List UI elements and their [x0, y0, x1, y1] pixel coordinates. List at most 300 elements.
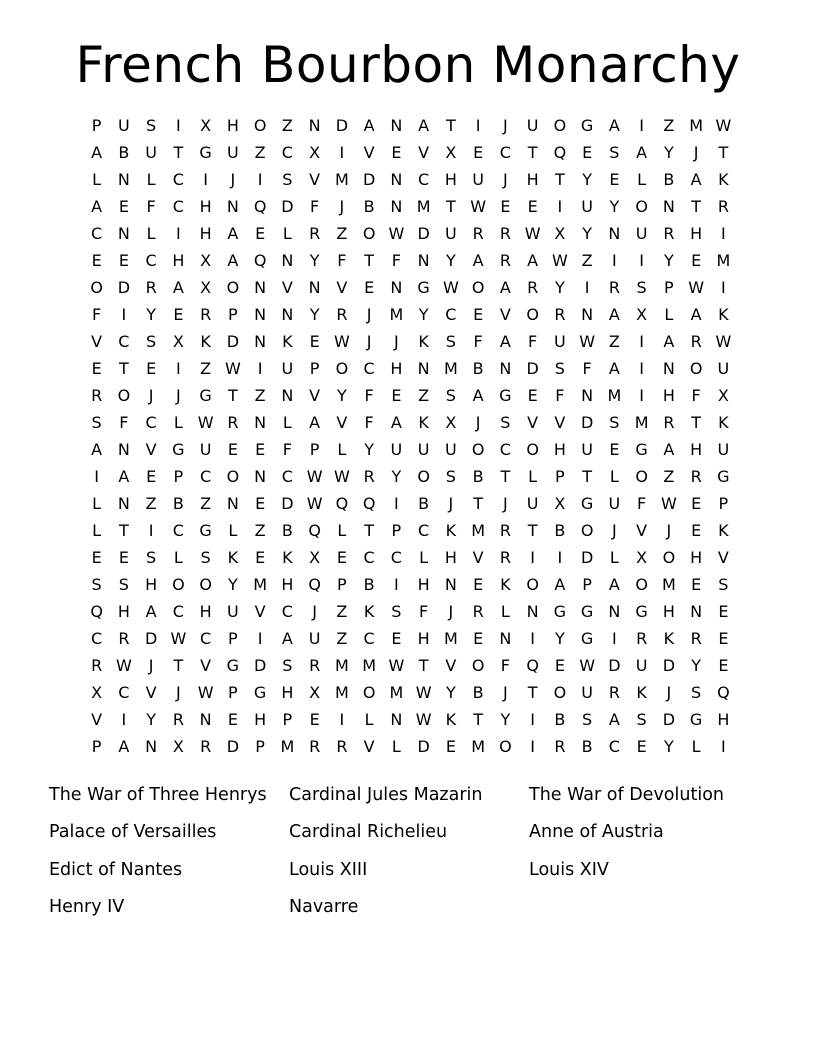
grid-letter: V — [281, 278, 293, 297]
grid-letter: R — [499, 521, 511, 540]
grid-letter: Y — [227, 575, 238, 594]
grid-letter: E — [718, 629, 729, 648]
grid-letter: J — [612, 521, 617, 540]
grid-letter: E — [309, 710, 320, 729]
grid-letter: V — [145, 440, 157, 459]
grid-letter: X — [200, 251, 212, 270]
grid-letter: S — [609, 413, 620, 432]
grid-row — [83, 490, 743, 517]
grid-letter: L — [337, 521, 347, 540]
grid-letter: N — [690, 602, 703, 621]
grid-letter: O — [253, 116, 267, 135]
grid-letter: X — [636, 305, 648, 324]
grid-letter: J — [312, 602, 317, 621]
grid-letter: A — [91, 197, 103, 216]
grid-letter: H — [690, 440, 703, 459]
grid-letter: L — [337, 440, 347, 459]
grid-letter: O — [635, 575, 648, 594]
grid-letter: C — [390, 548, 402, 567]
grid-letter: A — [118, 737, 130, 756]
grid-letter: V — [363, 737, 375, 756]
grid-letter: U — [581, 197, 593, 216]
grid-letter: O — [199, 575, 212, 594]
grid-letter: L — [228, 521, 238, 540]
grid-letter: R — [309, 224, 321, 243]
grid-letter: I — [257, 629, 263, 648]
grid-letter: J — [339, 197, 345, 216]
grid-letter: Z — [418, 386, 430, 405]
grid-letter: A — [608, 710, 620, 729]
word-list-item: The War of Three Henrys — [49, 784, 267, 805]
grid-letter: I — [639, 332, 644, 351]
grid-letter: U — [581, 440, 593, 459]
grid-letter: M — [253, 575, 268, 594]
grid-letter: L — [92, 521, 102, 540]
grid-letter: X — [445, 413, 457, 432]
grid-letter: P — [664, 278, 674, 297]
grid-letter: N — [608, 224, 621, 243]
grid-letter: G — [499, 386, 512, 405]
grid-letter: C — [281, 467, 293, 486]
grid-letter: G — [635, 602, 648, 621]
grid-row — [83, 166, 743, 193]
grid-letter: I — [530, 548, 535, 567]
grid-letter: F — [119, 413, 129, 432]
grid-letter: P — [228, 683, 238, 702]
grid-letter: N — [254, 332, 267, 351]
grid-letter: E — [309, 332, 320, 351]
grid-row — [83, 382, 743, 409]
grid-letter: J — [230, 170, 236, 189]
grid-letter: Q — [253, 197, 267, 216]
grid-letter: I — [176, 116, 181, 135]
grid-letter: A — [690, 305, 702, 324]
grid-letter: J — [666, 683, 672, 702]
grid-letter: Q — [553, 143, 567, 162]
grid-letter: S — [636, 710, 647, 729]
grid-letter: Y — [445, 683, 456, 702]
grid-letter: U — [554, 332, 566, 351]
grid-letter: D — [662, 656, 676, 675]
grid-letter: M — [416, 197, 431, 216]
grid-row — [83, 355, 743, 382]
grid-letter: K — [500, 575, 511, 594]
grid-letter: O — [417, 467, 430, 486]
grid-letter: I — [639, 359, 644, 378]
grid-letter: W — [224, 359, 241, 378]
grid-letter: Q — [362, 494, 376, 513]
grid-letter: V — [717, 548, 729, 567]
grid-letter: P — [91, 737, 102, 756]
grid-letter: N — [281, 305, 294, 324]
grid-letter: X — [554, 494, 566, 513]
grid-letter: Z — [663, 467, 675, 486]
grid-letter: X — [309, 548, 321, 567]
grid-letter: A — [418, 116, 430, 135]
grid-letter: O — [362, 224, 376, 243]
grid-letter: V — [336, 278, 348, 297]
grid-letter: L — [500, 602, 510, 621]
grid-letter: C — [118, 332, 130, 351]
grid-letter: C — [172, 170, 184, 189]
grid-letter: E — [255, 224, 266, 243]
grid-letter: E — [718, 656, 729, 675]
grid-letter: N — [581, 305, 594, 324]
grid-row — [83, 679, 743, 706]
grid-letter: Q — [526, 656, 539, 675]
grid-letter: R — [91, 386, 103, 405]
grid-letter: M — [362, 656, 377, 675]
grid-letter: K — [636, 683, 647, 702]
grid-letter: O — [226, 467, 240, 486]
grid-letter: E — [91, 359, 102, 378]
grid-letter: P — [282, 710, 293, 729]
grid-letter: R — [172, 710, 184, 729]
grid-letter: J — [666, 521, 672, 540]
grid-letter: U — [390, 440, 403, 459]
grid-letter: L — [528, 467, 538, 486]
grid-letter: G — [580, 602, 594, 621]
grid-letter: G — [689, 710, 703, 729]
grid-letter: N — [390, 710, 403, 729]
grid-letter: D — [580, 548, 594, 567]
grid-letter: M — [443, 359, 458, 378]
grid-letter: S — [282, 656, 293, 675]
grid-letter: I — [257, 170, 263, 189]
grid-letter: I — [257, 359, 263, 378]
grid-letter: J — [176, 683, 181, 702]
grid-letter: W — [688, 278, 705, 297]
grid-letter: E — [691, 575, 702, 594]
grid-letter: D — [580, 413, 594, 432]
grid-letter: N — [254, 413, 267, 432]
grid-letter: C — [363, 359, 375, 378]
grid-letter: V — [554, 413, 566, 432]
grid-letter: Z — [254, 143, 266, 162]
grid-letter: M — [334, 656, 349, 675]
grid-letter: X — [172, 332, 184, 351]
grid-letter: L — [92, 170, 102, 189]
letter-grid — [83, 112, 743, 760]
grid-letter: N — [499, 629, 512, 648]
word-list-item: Cardinal Richelieu — [289, 822, 448, 843]
grid-row — [83, 598, 743, 625]
grid-letter: C — [172, 602, 184, 621]
grid-row — [83, 571, 743, 598]
grid-letter: T — [500, 467, 511, 486]
grid-letter: C — [91, 224, 103, 243]
grid-letter: E — [227, 710, 238, 729]
grid-letter: X — [309, 143, 321, 162]
grid-letter: K — [200, 332, 211, 351]
grid-letter: J — [475, 413, 481, 432]
grid-letter: Y — [146, 305, 157, 324]
grid-letter: I — [339, 143, 345, 162]
grid-letter: L — [146, 170, 156, 189]
grid-letter: G — [717, 467, 730, 486]
grid-letter: O — [662, 548, 676, 567]
grid-letter: Y — [445, 251, 456, 270]
grid-letter: R — [527, 278, 539, 297]
word-list-item: Anne of Austria — [529, 822, 664, 843]
grid-letter: T — [227, 386, 238, 405]
grid-letter: R — [717, 197, 729, 216]
grid-letter: H — [281, 575, 294, 594]
grid-letter: S — [718, 575, 729, 594]
grid-letter: L — [609, 467, 619, 486]
grid-letter: I — [612, 251, 617, 270]
grid-letter: U — [145, 143, 157, 162]
grid-letter: L — [282, 413, 292, 432]
grid-letter: I — [530, 737, 535, 756]
grid-letter: N — [145, 737, 158, 756]
grid-letter: R — [309, 656, 321, 675]
grid-letter: B — [172, 494, 184, 513]
grid-letter: J — [448, 602, 454, 621]
grid-letter: N — [417, 359, 430, 378]
grid-letter: Z — [254, 521, 266, 540]
grid-letter: Z — [336, 629, 348, 648]
grid-letter: U — [199, 440, 212, 459]
grid-letter: A — [690, 170, 702, 189]
grid-letter: O — [499, 737, 512, 756]
word-list-item: Cardinal Jules Mazarin — [289, 784, 483, 805]
grid-letter: M — [389, 683, 404, 702]
grid-letter: U — [472, 170, 484, 189]
grid-letter: U — [526, 116, 539, 135]
grid-letter: S — [445, 386, 456, 405]
grid-letter: K — [718, 170, 729, 189]
grid-letter: H — [526, 170, 539, 189]
grid-letter: L — [92, 494, 102, 513]
word-list — [49, 776, 769, 926]
grid-letter: E — [636, 737, 647, 756]
grid-letter: M — [334, 170, 349, 189]
grid-letter: K — [418, 332, 429, 351]
grid-letter: N — [199, 710, 212, 729]
grid-letter: E — [255, 548, 266, 567]
grid-letter: R — [363, 467, 375, 486]
grid-letter: H — [281, 683, 294, 702]
grid-letter: C — [118, 683, 130, 702]
grid-letter: R — [309, 737, 321, 756]
grid-letter: Q — [717, 683, 730, 702]
grid-letter: V — [145, 683, 157, 702]
grid-letter: W — [470, 197, 487, 216]
grid-letter: R — [663, 413, 675, 432]
grid-letter: Y — [418, 305, 429, 324]
grid-letter: N — [117, 440, 130, 459]
grid-letter: K — [227, 548, 239, 567]
grid-letter: W — [306, 467, 323, 486]
grid-letter: H — [553, 440, 566, 459]
grid-letter: U — [445, 440, 457, 459]
grid-letter: J — [176, 386, 181, 405]
grid-letter: R — [91, 656, 103, 675]
grid-letter: T — [418, 656, 429, 675]
grid-letter: W — [715, 332, 732, 351]
grid-letter: E — [146, 359, 157, 378]
grid-letter: W — [170, 629, 187, 648]
grid-letter: K — [718, 305, 729, 324]
grid-letter: O — [635, 197, 648, 216]
grid-letter: E — [91, 251, 102, 270]
grid-letter: L — [691, 737, 701, 756]
grid-letter: K — [718, 413, 729, 432]
grid-letter: C — [281, 143, 293, 162]
grid-letter: T — [118, 521, 129, 540]
grid-letter: O — [117, 386, 131, 405]
grid-letter: Y — [582, 224, 593, 243]
grid-letter: V — [91, 710, 103, 729]
grid-letter: B — [363, 197, 375, 216]
grid-letter: A — [91, 143, 103, 162]
grid-letter: P — [309, 359, 320, 378]
grid-letter: A — [663, 332, 675, 351]
grid-letter: R — [663, 224, 675, 243]
grid-letter: K — [282, 548, 293, 567]
grid-letter: O — [90, 278, 103, 297]
grid-letter: R — [499, 548, 511, 567]
grid-letter: S — [636, 278, 647, 297]
grid-letter: E — [691, 521, 702, 540]
grid-letter: T — [527, 143, 538, 162]
grid-letter: I — [203, 170, 208, 189]
grid-letter: Y — [663, 737, 674, 756]
grid-letter: E — [118, 251, 129, 270]
grid-letter: N — [117, 494, 130, 513]
grid-letter: E — [255, 440, 266, 459]
grid-letter: Q — [308, 521, 321, 540]
grid-letter: C — [363, 629, 375, 648]
grid-letter: M — [634, 413, 649, 432]
grid-letter: P — [718, 494, 729, 513]
grid-letter: Z — [254, 386, 266, 405]
grid-letter: B — [418, 494, 430, 513]
grid-letter: I — [176, 359, 181, 378]
grid-letter: F — [364, 386, 374, 405]
grid-letter: A — [608, 359, 620, 378]
page-title: French Bourbon Monarchy — [75, 36, 741, 94]
grid-letter: M — [661, 575, 676, 594]
grid-letter: O — [553, 116, 567, 135]
grid-letter: T — [118, 359, 129, 378]
grid-letter: D — [226, 737, 240, 756]
grid-row — [83, 274, 743, 301]
grid-letter: B — [281, 521, 293, 540]
grid-letter: F — [92, 305, 102, 324]
grid-letter: X — [717, 386, 729, 405]
grid-row — [83, 733, 743, 760]
grid-row — [83, 193, 743, 220]
grid-letter: Y — [554, 629, 565, 648]
grid-letter: F — [146, 197, 156, 216]
grid-letter: R — [690, 629, 702, 648]
grid-letter: K — [418, 413, 429, 432]
grid-letter: N — [226, 197, 239, 216]
grid-letter: E — [500, 197, 511, 216]
grid-row — [83, 652, 743, 679]
grid-letter: H — [717, 710, 730, 729]
grid-letter: J — [448, 494, 454, 513]
grid-letter: F — [391, 251, 401, 270]
grid-row — [83, 706, 743, 733]
grid-letter: D — [117, 278, 131, 297]
grid-letter: N — [662, 359, 675, 378]
grid-letter: E — [691, 494, 702, 513]
grid-letter: N — [662, 197, 675, 216]
grid-letter: D — [417, 224, 430, 243]
grid-letter: N — [117, 170, 130, 189]
grid-letter: E — [445, 737, 456, 756]
grid-letter: A — [554, 575, 566, 594]
grid-letter: C — [172, 197, 184, 216]
grid-letter: O — [689, 359, 703, 378]
grid-letter: A — [227, 251, 239, 270]
grid-letter: P — [255, 737, 265, 756]
grid-letter: H — [226, 116, 239, 135]
grid-letter: O — [172, 575, 185, 594]
grid-letter: B — [472, 683, 484, 702]
grid-row — [83, 328, 743, 355]
grid-letter: E — [391, 386, 402, 405]
grid-letter: N — [254, 467, 267, 486]
grid-letter: D — [662, 710, 676, 729]
grid-letter: I — [394, 494, 399, 513]
grid-letter: K — [663, 629, 675, 648]
grid-letter: M — [280, 737, 295, 756]
grid-letter: H — [690, 224, 703, 243]
grid-letter: C — [200, 629, 212, 648]
grid-letter: R — [554, 737, 566, 756]
grid-letter: V — [309, 170, 321, 189]
grid-letter: E — [391, 143, 402, 162]
grid-letter: A — [118, 467, 130, 486]
grid-letter: D — [144, 629, 158, 648]
grid-letter: W — [442, 278, 459, 297]
grid-letter: N — [281, 386, 294, 405]
grid-letter: B — [118, 143, 130, 162]
grid-letter: Y — [364, 440, 375, 459]
grid-letter: T — [691, 413, 702, 432]
grid-letter: L — [609, 548, 619, 567]
grid-letter: C — [499, 143, 511, 162]
grid-letter: G — [226, 656, 240, 675]
grid-letter: H — [417, 629, 430, 648]
grid-letter: S — [445, 467, 456, 486]
grid-letter: J — [693, 143, 699, 162]
grid-letter: E — [146, 467, 157, 486]
grid-letter: D — [281, 494, 294, 513]
grid-letter: E — [227, 440, 238, 459]
grid-letter: Q — [335, 494, 349, 513]
grid-letter: C — [608, 737, 620, 756]
grid-letter: G — [199, 386, 212, 405]
word-list-item: Palace of Versailles — [49, 822, 217, 843]
grid-letter: D — [526, 359, 539, 378]
grid-letter: U — [608, 494, 621, 513]
grid-letter: T — [473, 494, 484, 513]
grid-letter: K — [445, 521, 457, 540]
grid-letter: W — [333, 467, 350, 486]
grid-letter: X — [309, 683, 321, 702]
grid-letter: X — [445, 143, 457, 162]
grid-letter: E — [473, 575, 484, 594]
grid-letter: V — [636, 521, 648, 540]
grid-letter: S — [282, 170, 293, 189]
grid-letter: A — [663, 440, 675, 459]
grid-letter: A — [499, 332, 511, 351]
